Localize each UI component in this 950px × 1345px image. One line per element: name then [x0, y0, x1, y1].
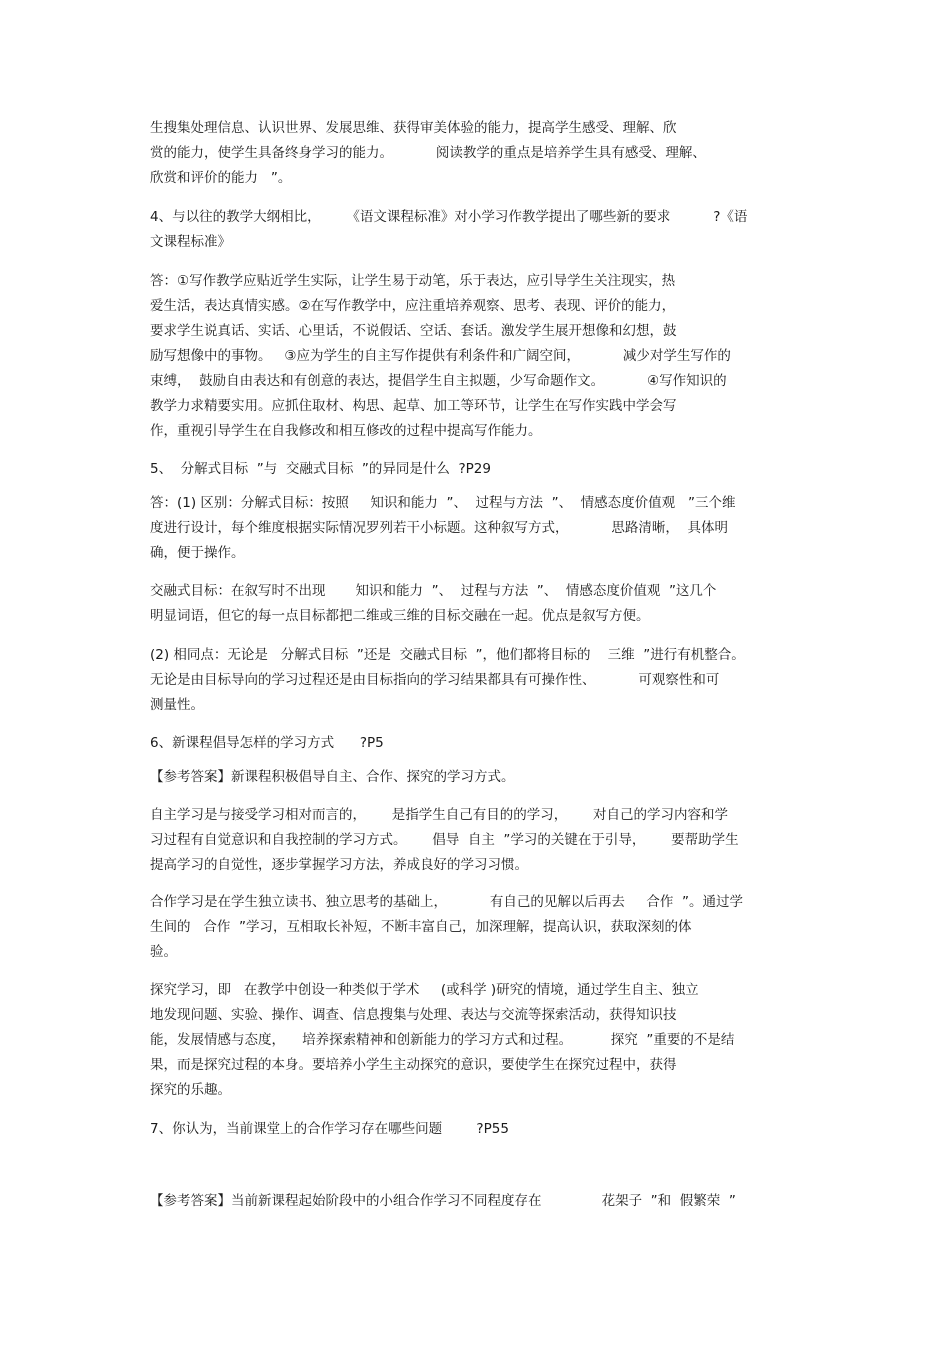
paragraph-line: 果，而是探究过程的本身。要培养小学生主动探究的意识，要使学生在探究过程中，获得 — [150, 1057, 677, 1073]
paragraph-line: 答：①写作教学应贴近学生实际，让学生易于动笔，乐于表达，应引导学生关注现实，热 — [150, 273, 676, 289]
paragraph-line: 探究的乐趣。 — [150, 1082, 231, 1098]
question-heading: 6、新课程倡导怎样的学习方式 ?P5 — [150, 735, 384, 751]
paragraph-line: 答：(1) 区别：分解式目标：按照 知识和能力 ”、 过程与方法 ”、 情感态度价值观 ”三个维 — [150, 495, 736, 511]
paragraph-line: 交融式目标：在叙写时不出现 知识和能力 ”、 过程与方法 ”、 情感态度价值观 ”这几个 — [150, 583, 717, 599]
paragraph-line: 提高学习的自觉性，逐步掌握学习方法，养成良好的学习习惯。 — [150, 857, 528, 873]
paragraph-line: 习过程有自觉意识和自我控制的学习方式。 倡导 自主 ”学习的关键在于引导， 要帮助学生 — [150, 832, 739, 848]
paragraph-line: 合作学习是在学生独立读书、独立思考的基础上， 有自己的见解以后再去 合作 ”。通过学 — [150, 894, 743, 910]
paragraph-line: (2) 相同点：无论是 分解式目标 ”还是 交融式目标 ”，他们都将目标的 三维 ”进行有机整合。 — [150, 647, 745, 663]
paragraph-line: 地发现问题、实验、操作、调查、信息搜集与处理、表达与交流等探索活动，获得知识技 — [150, 1007, 677, 1023]
paragraph-line: 自主学习是与接受学习相对而言的， 是指学生自己有目的的学习， 对自己的学习内容和学 — [150, 807, 728, 823]
paragraph-line: 度进行设计，每个维度根据实际情况罗列若干小标题。这种叙写方式， 思路清晰， 具体明 — [150, 520, 728, 536]
paragraph-line: 验。 — [150, 944, 177, 960]
paragraph-line: 能，发展情感与态度， 培养探索精神和创新能力的学习方式和过程。 探究 ”重要的不是结 — [150, 1032, 735, 1048]
paragraph-line: 教学力求精要实用。应抓住取材、构思、起草、加工等环节，让学生在写作实践中学会写 — [150, 398, 677, 414]
question-heading: 文课程标准》 — [150, 234, 231, 250]
paragraph-line: 生间的 合作 ”学习，互相取长补短，不断丰富自己，加深理解，提高认识，获取深刻的体 — [150, 919, 692, 935]
paragraph-line: 确，便于操作。 — [150, 545, 245, 561]
paragraph-line: 束缚， 鼓励自由表达和有创意的表达，提倡学生自主拟题，少写命题作文。 ④写作知识的 — [150, 373, 727, 389]
question-heading: 7、你认为，当前课堂上的合作学习存在哪些问题 ?P55 — [150, 1121, 509, 1137]
paragraph-line: 励写想像中的事物。 ③应为学生的自主写作提供有利条件和广阔空间， 减少对学生写作的 — [150, 348, 731, 364]
paragraph-line: 测量性。 — [150, 697, 204, 713]
paragraph-line: 爱生活，表达真情实感。②在写作教学中，应注重培养观察、思考、表现、评价的能力， — [150, 298, 676, 314]
paragraph-line: 要求学生说真话、实话、心里话，不说假话、空话、套话。激发学生展开想像和幻想，鼓 — [150, 323, 677, 339]
paragraph-line: 无论是由目标导向的学习过程还是由目标指向的学习结果都具有可操作性、 可观察性和可 — [150, 672, 720, 688]
paragraph-line: 探究学习，即 在教学中创设一种类似于学术 (或科学 )研究的情境，通过学生自主、独立 — [150, 982, 699, 998]
paragraph-line: 欣赏和评价的能力 ”。 — [150, 170, 292, 186]
question-heading: 4、与以往的教学大纲相比， 《语文课程标准》对小学习作教学提出了哪些新的要求 ?《语 — [150, 209, 748, 225]
paragraph-line: 作，重视引导学生在自我修改和相互修改的过程中提高写作能力。 — [150, 423, 542, 439]
paragraph-line: 生搜集处理信息、认识世界、发展思维、获得审美体验的能力，提高学生感受、理解、欣 — [150, 120, 677, 136]
answer-label-line: 【参考答案】当前新课程起始阶段中的小组合作学习不同程度存在 花架子 ”和 假繁荣 ” — [150, 1193, 736, 1209]
paragraph-line: 明显词语，但它的每一点目标都把二维或三维的目标交融在一起。优点是叙写方便。 — [150, 608, 650, 624]
paragraph-line: 赏的能力，使学生具备终身学习的能力。 阅读教学的重点是培养学生具有感受、理解、 — [150, 145, 706, 161]
answer-label-line: 【参考答案】新课程积极倡导自主、合作、探究的学习方式。 — [150, 769, 515, 785]
question-heading: 5、 分解式目标 ”与 交融式目标 ”的异同是什么 ?P29 — [150, 461, 491, 477]
